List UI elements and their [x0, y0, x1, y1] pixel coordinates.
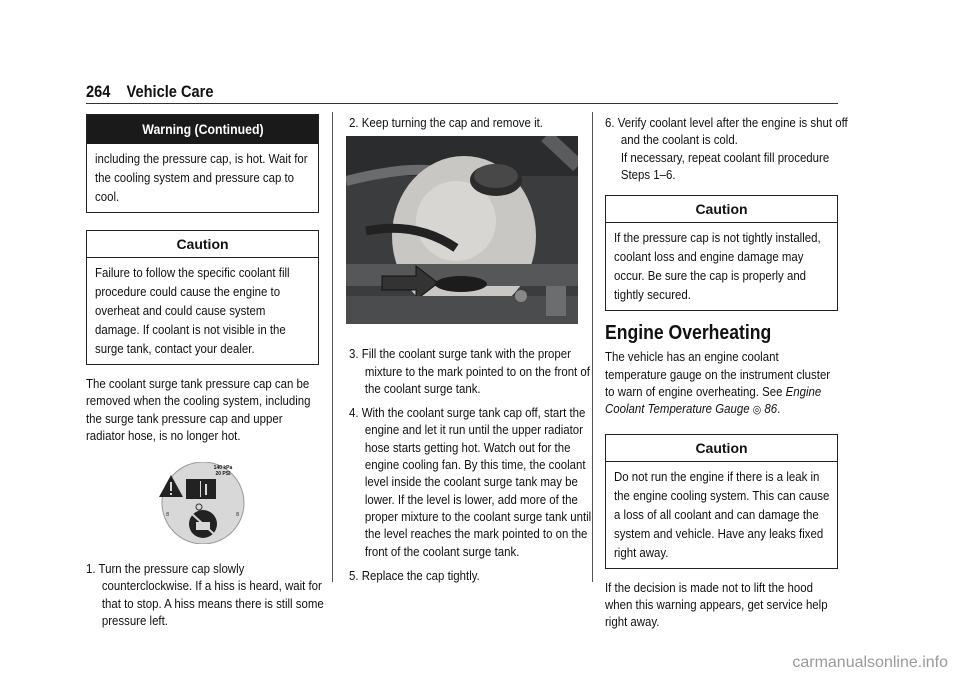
column-2	[349, 114, 592, 584]
warning-box	[86, 114, 319, 213]
header-rule	[86, 103, 838, 104]
svg-text:8: 8	[166, 512, 170, 519]
pressure-cap-illustration	[86, 462, 319, 544]
hood-paragraph: If the decision is made not to lift the hood when this warning appears, get service help right away.	[605, 579, 828, 630]
step-5: 5. Replace the cap tightly.	[349, 567, 480, 583]
page-ref-icon: ◎	[752, 404, 762, 417]
pressure-cap-paragraph: The coolant surge tank pressure cap can be removed when the cooling system, including the surge tank pressure cap and upper radiator hose, is no longer hot.	[86, 376, 311, 443]
caution-box	[86, 230, 319, 365]
step-6-note: If necessary, repeat coolant fill procedure Steps 1–6.	[620, 149, 830, 182]
gauge-page-ref[interactable]: 86	[764, 401, 778, 417]
gauge-link[interactable]: Engine Coolant Temperature Gauge	[605, 384, 822, 417]
caution-title-leak: Caution	[606, 435, 837, 462]
warning-title: Warning (Continued)	[87, 115, 318, 144]
caution-body-cap: If the pressure cap is not tightly installed, coolant loss and engine damage may occur. Be sure the cap is properly and tightly secured.	[614, 230, 821, 303]
section-title-header: Vehicle Care	[126, 82, 214, 101]
engine-overheating-heading: Engine Overheating	[605, 322, 772, 345]
column-3	[605, 114, 848, 631]
caution-title-cap: Caution	[606, 196, 837, 223]
watermark: carmanualsonline.info	[792, 654, 948, 671]
step-2: 2. Keep turning the cap and remove it.	[349, 115, 543, 130]
cap-pressure-label: 140 kPa 20 PSI	[213, 465, 233, 478]
caution-box-cap	[605, 195, 838, 311]
caution-body: Failure to follow the specific coolant fill procedure could cause the engine to overheat and could cause system damage. If coolant is not visible in the surge tank, contact your dealer.	[95, 265, 290, 356]
svg-text:8: 8	[236, 512, 240, 519]
overheating-paragraph: The vehicle has an engine coolant temperature gauge on the instrument cluster to warn of engine overheating. See Engine Coolant Temperature Gauge ◎ 86.	[605, 349, 831, 417]
warning-body: including the pressure cap, is hot. Wait for the cooling system and pressure cap to cool.	[95, 151, 308, 204]
page-header	[86, 82, 733, 102]
page-number: 264	[86, 82, 111, 101]
caution-body-leak: Do not run the engine if there is a leak in the engine cooling system. This can cause a loss of all coolant and can damage the system and vehicle. Have any leaks fixed right away.	[614, 468, 830, 560]
column-divider-1	[332, 112, 333, 582]
step-1: 1. Turn the pressure cap slowly counterclockwise. If a hiss is heard, wait for that to stop. A hiss means there is still some pressure left.	[86, 561, 324, 629]
step-6: 6. Verify coolant level after the engine is shut off and the coolant is cold.	[605, 115, 848, 148]
step-3: 3. Fill the coolant surge tank with the proper mixture to the mark pointed to on the front of the coolant surge tank.	[349, 346, 590, 396]
surge-tank-image	[346, 136, 578, 324]
column-1	[86, 114, 324, 629]
surge-tank-photo	[346, 136, 578, 324]
pressure-cap-icon	[86, 462, 319, 544]
caution-box-leak	[605, 434, 838, 569]
caution-title: Caution	[87, 231, 318, 258]
step-4: 4. With the coolant surge tank cap off, start the engine and let it run until the upper radiator hose starts getting hot. Watch out for the engine cooling fan. By this time, the coolant level inside the coolant surge tank may be lower. If the level is lower, add more of the proper mixture to the coolant surge tank until the level reaches the mark pointed to on the front of the coolant surge tank.	[349, 405, 592, 559]
